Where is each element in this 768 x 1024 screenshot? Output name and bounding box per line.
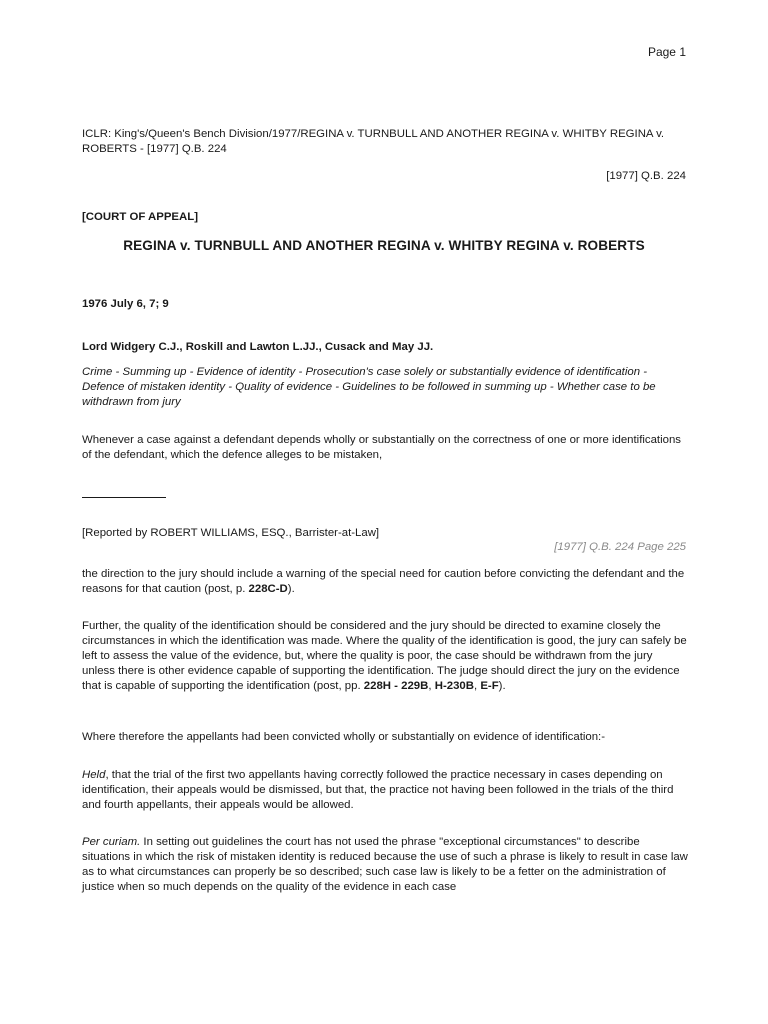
per-curiam-paragraph [82,835,688,895]
held-label: Held [82,769,106,781]
headnote-paragraph-2 [82,567,688,597]
citation: [1977] Q.B. 224 [606,170,686,182]
paragraph-text: the direction to the jury should include a warning of the special need for caution before convicting the defendant and the reasons for that caution (post, p. [82,568,685,595]
iclr-reference: ICLR: King's/Queen's Bench Division/1977/REGINA v. TURNBULL AND ANOTHER REGINA v. WHITBY REGINA v. ROBERTS - [1977] Q.B. 224 [82,128,665,155]
headnote-paragraph-4: Where therefore the appellants had been convicted wholly or substantially on evidence of identification:- [82,731,606,743]
paragraph-text: , [428,680,435,692]
page-ref-link: 228H - 229B [363,680,429,692]
catchwords: Crime - Summing up - Evidence of identity - Prosecution's case solely or substantially evidence of identification - Defence of mistaken identity - Quality of evidence - Guidelines to be followed in summing up - Whether case to be withdrawn from jury [82,366,656,408]
hearing-date: 1976 July 6, 7; 9 [82,298,169,310]
paragraph-text: In setting out guidelines the court has not used the phrase "exceptional circumstances" to describe situations in which the risk of mistaken identity is reduced because the use of such a phrase is likely to result in case law as to what circumstances can properly be so described; such case law is likely to be a fetter on the administration of justice when so much depends on the quality of the evidence in each case [82,836,688,893]
footnote-divider [82,497,166,498]
paragraph-text: ). [287,583,295,595]
court-name: [COURT OF APPEAL] [82,211,199,223]
headnote-paragraph-1: Whenever a case against a defendant depends wholly or substantially on the correctness of one or more identifications of the defendant, which the defence alleges to be mistaken, [82,434,681,461]
paragraph-text: , [473,680,481,692]
page-ref-link: 228C-D [248,583,288,595]
judges: Lord Widgery C.J., Roskill and Lawton L.JJ., Cusack and May JJ. [82,341,434,353]
paragraph-text: Further, the quality of the identification should be considered and the jury should be directed to examine closely the circumstances in which the identification was made. Where the quality of the identification is good, the jury can safely be left to assess the value of the evidence, but, where the quality is poor, the case should be withdrawn from the jury unless there is other evidence capable of supporting the identification. The judge should direct the jury on the evidence that is capable of supporting the identification (post, pp. [82,620,687,692]
holding-paragraph [82,768,688,813]
reporter-note: [Reported by ROBERT WILLIAMS, ESQ., Barrister-at-Law] [82,527,380,539]
page-ref-link: H-230B [434,680,474,692]
case-title: REGINA v. TURNBULL AND ANOTHER REGINA v. WHITBY REGINA v. ROBERTS [123,238,645,253]
headnote-paragraph-3 [82,619,688,694]
paragraph-text: ). [498,680,506,692]
per-curiam-label: Per curiam. [82,836,141,848]
paragraph-text: , that the trial of the first two appellants having correctly followed the practice necessary in cases depending on identification, their appeals would be dismissed, but that, the practice not having been followed in the trials of the third and fourth appellants, their appeals would be allowed. [82,769,674,811]
page-ref-link: E-F [480,680,499,692]
page-number: Page 1 [647,45,686,59]
page-reference: [1977] Q.B. 224 Page 225 [554,541,686,553]
